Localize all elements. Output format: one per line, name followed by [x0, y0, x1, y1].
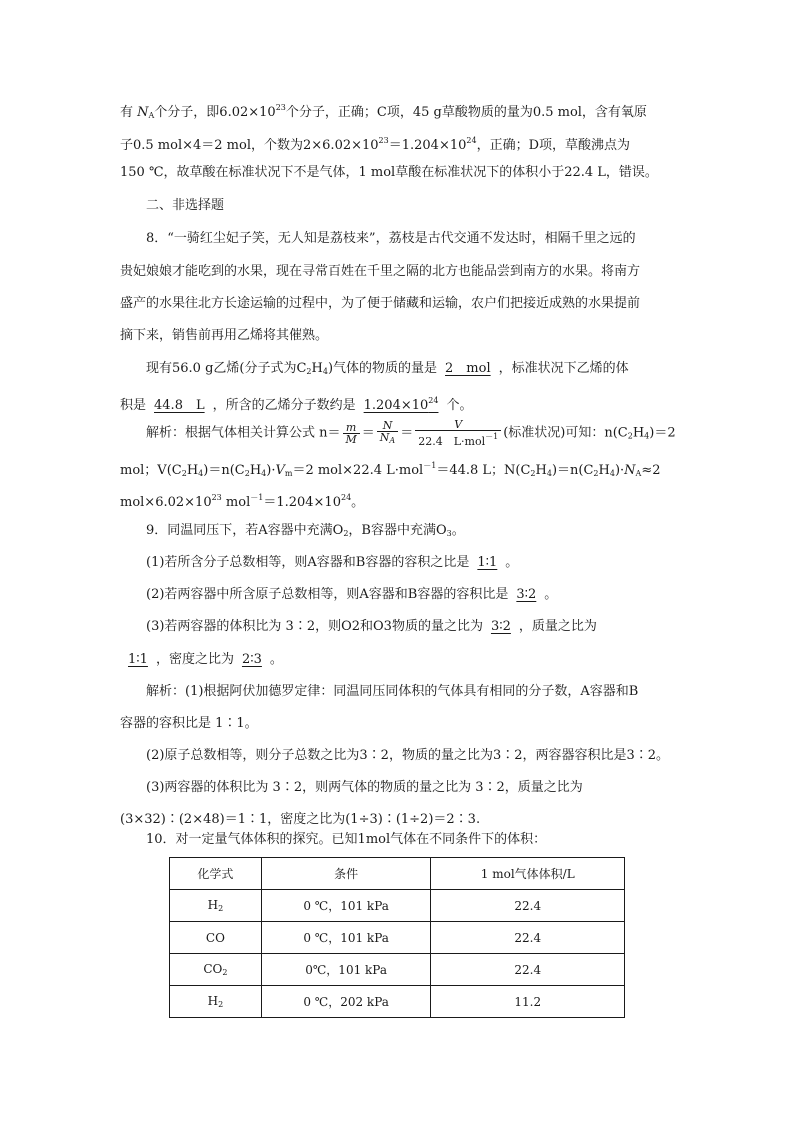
question-10-title: 10．对一定量气体体积的探究。已知1mol气体在不同条件下的体积： [146, 832, 547, 847]
answer-blank: 2∶3 [241, 652, 262, 667]
table-cell: $CO_2$ [170, 954, 262, 986]
table-cell: 11.2 [431, 986, 625, 1018]
table-cell: 22.4 [431, 890, 625, 922]
table-cell: 0 ℃，101 kPa [261, 890, 431, 922]
text-line: 8．“一骑红尘妃子笑，无人知是荔枝来”，荔枝是古代交通不发达时，相隔千里之远的 [146, 231, 636, 246]
question-9-part-2: (2)若两容器中所含原子总数相等，则A容器和B容器的容积比是 3∶2 。 [146, 587, 558, 602]
question-9-part-3: 1∶1 ，密度之比为 2∶3 。 [120, 650, 283, 670]
table-header: 化学式 [170, 858, 262, 890]
section-title: 二、非选择题 [146, 198, 225, 213]
text-line: 盛产的水果往北方长途运输的过程中，为了便于储藏和运输，农户们把接近成熟的水果提前 [120, 296, 641, 311]
analysis-line: $mol\times 6.02\times 10^{23}$ $mol^{-1}=1.204\times 10^{24}$。 [120, 493, 365, 510]
text-line: 摘下来，销售前再用乙烯将其催熟。 [120, 328, 329, 343]
answer-blank: 2 mol [445, 361, 491, 376]
question-9-part-3: (3)若两容器的体积比为 3∶2，则O2和O3物质的量之比为 3∶2 ，质量之比为 [146, 619, 597, 634]
analysis-line: 容器的容积比是 1∶1。 [120, 716, 258, 731]
table-cell: 22.4 [431, 954, 625, 986]
table-cell: $H_2$ [170, 890, 262, 922]
question-8-line: 积是 44.8 L ，所含的乙烯分子数约是 $1.204\times 10^{24}$ 个。 [120, 396, 473, 413]
analysis-line: mol；$V(C_2H_4)=n(C_2H_4)\cdot V_m=2$ mol×22.4 L·mol$^{-1}$＝44.8 L；$N(C_2H_4)=n(C_2H_4)\cdot N_A\approx 2$ [120, 461, 661, 478]
answer-blank: 44.8 L [154, 398, 205, 413]
analysis-line: (3×32)∶(2×48)＝1∶1，密度之比为(1÷3)∶(1÷2)＝2∶3. [120, 812, 481, 827]
fraction: $\frac{m}{M}$ [343, 422, 360, 445]
table-row [170, 922, 625, 954]
table-row [170, 890, 625, 922]
fraction: $\frac{N}{N_A}$ [377, 420, 398, 446]
table-header: 条件 [261, 858, 431, 890]
text-line: 有 $N_A$个分子，即$6.02\times 10^{23}$个分子，正确；C项，45 g草酸物质的量为0.5 mol，含有氧原 [120, 103, 647, 120]
table-header: 1 mol气体体积/L [431, 858, 625, 890]
answer-blank: $1.204\times 10^{24}$ [363, 396, 439, 413]
text-line: 子0.5 mol×4＝2 mol，个数为$2\times 6.02\times 10^{23}=1.204\times 10^{24}$，正确；D项，草酸沸点为 [120, 136, 631, 153]
analysis-line: (3)两容器的体积比为 3∶2，则两气体的物质的量之比为 3∶2，质量之比为 [146, 780, 583, 795]
gas-volume-table [169, 857, 625, 1018]
text-line: 贵妃娘娘才能吃到的水果，现在寻常百姓在千里之隔的北方也能品尝到南方的水果。将南方 [120, 264, 641, 279]
analysis-line: 解析：根据气体相关计算公式 n＝ $\frac{m}{M}$ ＝ $\frac{N}{N_A}$ ＝ $\frac{V}{22.4 L\cdot mol^{-1}}$ (标准状况)可知：$n(C_2H_4)=2$ [146, 418, 676, 448]
table-cell: CO [170, 922, 262, 954]
table-cell: 0℃，101 kPa [261, 954, 431, 986]
table-cell: 22.4 [431, 922, 625, 954]
table-cell: 0 ℃，101 kPa [261, 922, 431, 954]
table-cell: $H_2$ [170, 986, 262, 1018]
answer-blank: 1∶1 [128, 652, 148, 667]
question-9-title: 9．同温同压下，若A容器中充满$O_2$，B容器中充满$O_3$。 [146, 523, 465, 538]
answer-blank: 3∶2 [516, 587, 537, 602]
table-cell: 0 ℃，202 kPa [261, 986, 431, 1018]
answer-blank: 3∶2 [490, 619, 511, 634]
answer-blank: 1∶1 [477, 555, 498, 570]
analysis-line: (2)原子总数相等，则分子总数之比为3∶2，物质的量之比为3∶2，两容器容积比是3∶2。 [146, 748, 670, 763]
table-row [170, 954, 625, 986]
fraction: $\frac{V}{22.4 L\cdot mol^{-1}}$ [415, 419, 501, 447]
analysis-line: 解析：(1)根据阿伏加德罗定律：同温同压同体积的气体具有相同的分子数，A容器和B [146, 684, 639, 699]
table-row [170, 986, 625, 1018]
question-9-part-1: (1)若所含分子总数相等，则A容器和B容器的容积之比是 1∶1 。 [146, 555, 519, 570]
table-header-row [170, 858, 625, 890]
text-line: 150 ℃，故草酸在标准状况下不是气体，1 mol草酸在标准状况下的体积小于22.4 L，错误。 [120, 165, 658, 180]
question-8-line: 现有56.0 g乙烯(分子式为$C_2H_4$)气体的物质的量是 2 mol ，标准状况下乙烯的体 [146, 361, 629, 376]
